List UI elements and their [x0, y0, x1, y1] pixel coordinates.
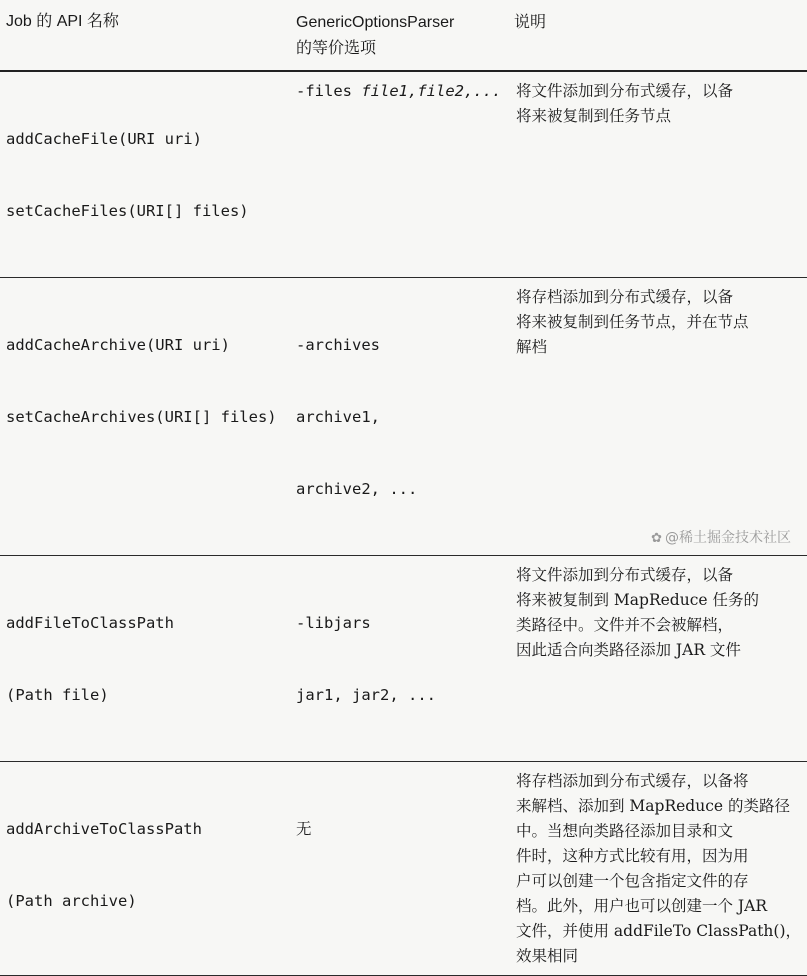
api-line: addCacheArchive(URI uri): [6, 336, 230, 354]
api-cell: [0, 762, 290, 976]
table-row: [0, 71, 807, 278]
desc-line: 将存档添加到分布式缓存，以备将: [516, 772, 749, 790]
api-line: (Path archive): [6, 892, 137, 910]
desc-line: 户可以创建一个包含指定文件的存: [516, 872, 749, 890]
desc-line: 文件，并使用 addFileTo ClassPath()，: [516, 922, 801, 940]
api-line: addCacheFile(URI uri): [6, 130, 202, 148]
desc-line: 档。此外，用户也可以创建一个 JAR: [516, 897, 768, 915]
option-line: -libjars: [296, 614, 371, 632]
desc-line: 因此适合向类路径添加 JAR 文件: [516, 641, 741, 659]
option-cell: [290, 71, 508, 278]
header-api: Job 的 API 名称: [0, 0, 290, 71]
desc-line: 将来被复制到任务节点，并在节点: [516, 313, 749, 331]
desc-cell: [508, 762, 807, 976]
desc-cell: [508, 556, 807, 762]
header-option-line2: 的等价选项: [296, 40, 377, 57]
paw-icon: ✿: [651, 531, 662, 546]
header-option: [290, 0, 508, 71]
option-cell: [290, 556, 508, 762]
desc-line: 解档: [516, 338, 548, 356]
desc-line: 中。当想向类路径添加目录和文: [516, 822, 734, 840]
api-line: (Path file): [6, 686, 109, 704]
api-line: setCacheFiles(URI[] files): [6, 202, 249, 220]
desc-line: 将来被复制到 MapReduce 任务的: [516, 591, 759, 609]
option-cell: [290, 278, 508, 556]
table-row: [0, 762, 807, 976]
api-cell: [0, 71, 290, 278]
option-line: -archives: [296, 336, 380, 354]
desc-line: 类路径中。文件并不会被解档，: [516, 616, 734, 634]
api-line: setCacheArchives(URI[] files): [6, 408, 277, 426]
desc-cell: [508, 71, 807, 278]
api-line: addFileToClassPath: [6, 614, 174, 632]
api-line: addArchiveToClassPath: [6, 820, 202, 838]
header-desc: 说明: [508, 0, 807, 71]
desc-line: 将文件添加到分布式缓存，以备: [516, 566, 734, 584]
desc-line: 将存档添加到分布式缓存，以备: [516, 288, 734, 306]
option-line: archive1,: [296, 408, 380, 426]
option-line: archive2, ...: [296, 480, 418, 498]
desc-line: 将来被复制到任务节点: [516, 107, 672, 125]
watermark-text: @稀土掘金技术社区: [665, 530, 791, 546]
desc-cell: [508, 278, 807, 556]
option-args: file1,file2,...: [361, 82, 502, 100]
option-flag: -files: [296, 82, 362, 100]
api-cell: [0, 556, 290, 762]
watermark: [647, 527, 795, 547]
table-row: [0, 556, 807, 762]
header-option-line1: GenericOptionsParser: [296, 14, 455, 31]
desc-line: 效果相同: [516, 947, 579, 965]
api-cell: [0, 278, 290, 556]
table-row: [0, 278, 807, 556]
option-line: jar1, jar2, ...: [296, 686, 436, 704]
option-cell: [290, 762, 508, 976]
desc-line: 将文件添加到分布式缓存，以备: [516, 82, 734, 100]
desc-line: 来解档、添加到 MapReduce 的类路径: [516, 797, 790, 815]
desc-line: 件时，这种方式比较有用，因为用: [516, 847, 749, 865]
option-line: 无: [296, 820, 312, 838]
header-row: [0, 0, 807, 71]
